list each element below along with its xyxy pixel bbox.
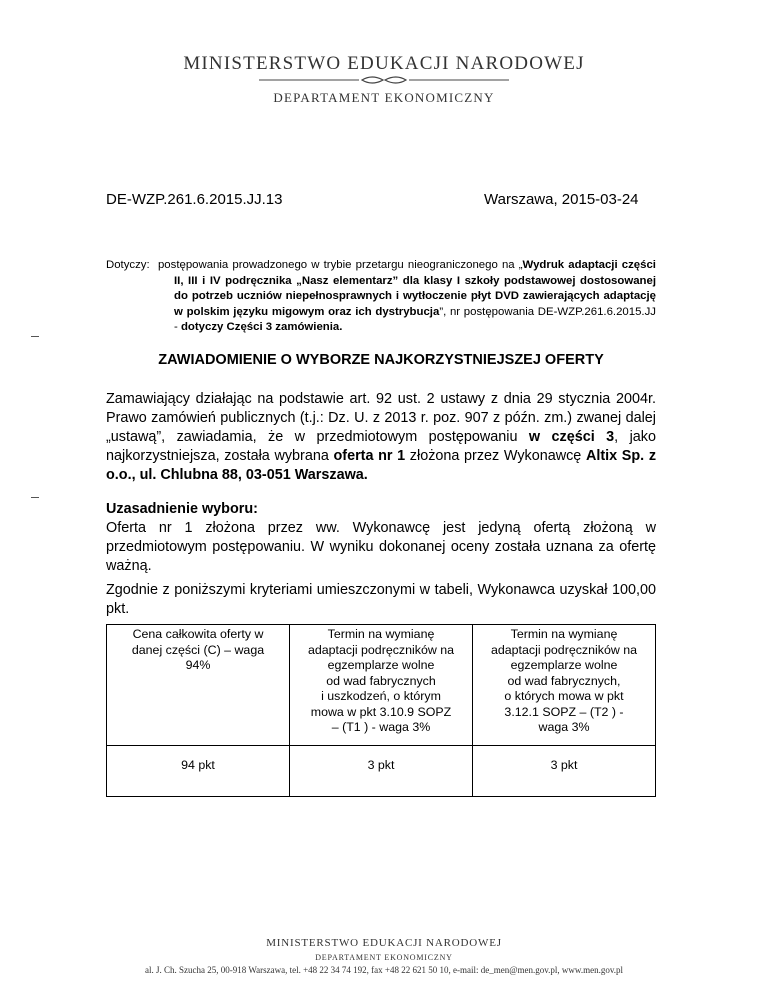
subject-label: Dotyczy: [106,259,150,271]
footer-address: al. J. Ch. Szucha 25, 00-918 Warszawa, tel. +48 22 34 74 192, fax +48 22 621 50 10, e-mail: de_men@men.gov.pl, www.men.gov.pl [145,965,623,975]
margin-mark [31,336,39,337]
table-row [107,746,656,797]
footer-department: DEPARTAMENT EKONOMICZNY [315,953,453,962]
value-term-t2: 3 pkt [473,746,656,797]
place-date: Warszawa, 2015-03-24 [484,191,639,208]
footer-ministry: MINISTERSTWO EDUKACJI NARODOWEJ [266,937,502,949]
decision-paragraph: Zamawiający działając na podstawie art. 92 ust. 2 ustawy z dnia 29 stycznia 2004r. Prawo zamówień publicznych (t.j.: Dz. U. z 2013 r. poz. 907 z późn. zm.) zwanej dalej „ustawą”, zawiadamia, że w przedmiotowym postępowaniu w części 3, jako najkorzystniejsza, została wybrana oferta nr 1 złożona przez Wykonawcę Altix Sp. z o.o., ul. Chlubna 88, 03-051 Warszawa. [106,391,657,483]
value-term-t1: 3 pkt [290,746,473,797]
margin-mark [31,497,39,498]
subject-text: Dotyczy: postępowania prowadzonego w trybie przetargu nieograniczonego na „Wydruk adaptacji części II, III i IV podręcznika „Nasz elementarz” dla klasy I szkoły podstawowej dostosowanej do potrzeb uczniów niepełnosprawnych i wytłoczenie płyt DVD zawierających adaptację w polskim języku migowym oraz ich dystrybucja”, nr postępowania DE-WZP.261.6.2015.JJ - dotyczy Części 3 zamówienia. [106,259,656,333]
value-price: 94 pkt [107,746,290,797]
subject-block [106,258,656,336]
header-price: Cena całkowita oferty w danej części (C) – waga 94% [107,625,290,746]
letterhead-ministry: MINISTERSTWO EDUKACJI NARODOWEJ [183,53,585,74]
justification-text: Oferta nr 1 złożona przez ww. Wykonawcę jest jedyną ofertą złożoną w przedmiotowym postępowaniu. W wyniku dokonanej oceny została uznana za ofertę ważną. [106,520,656,574]
header-term-t1: Termin na wymianę adaptacji podręczników na egzemplarze wolne od wad fabrycznych i uszkodzeń, o którym mowa w pkt 3.10.9 SOPZ – (T1 ) - waga 3% [290,625,473,746]
criteria-intro: Zgodnie z poniższymi kryteriami umieszczonymi w tabeli, Wykonawca uzyskał 100,00 pkt. [106,582,656,617]
letterhead-ornament-icon [259,74,509,86]
table-header-row [107,625,656,746]
letterhead-department: DEPARTAMENT EKONOMICZNY [273,90,495,105]
reference-number: DE-WZP.261.6.2015.JJ.13 [106,191,283,208]
header-term-t2: Termin na wymianę adaptacji podręczników na egzemplarze wolne od wad fabrycznych, o których mowa w pkt 3.12.1 SOPZ – (T2 ) - waga 3% [473,625,656,746]
justification-title: Uzasadnienie wyboru: [106,501,258,517]
notice-heading: ZAWIADOMIENIE O WYBORZE NAJKORZYSTNIEJSZEJ OFERTY [158,352,604,368]
justification-section [106,500,656,576]
criteria-table [106,624,656,797]
